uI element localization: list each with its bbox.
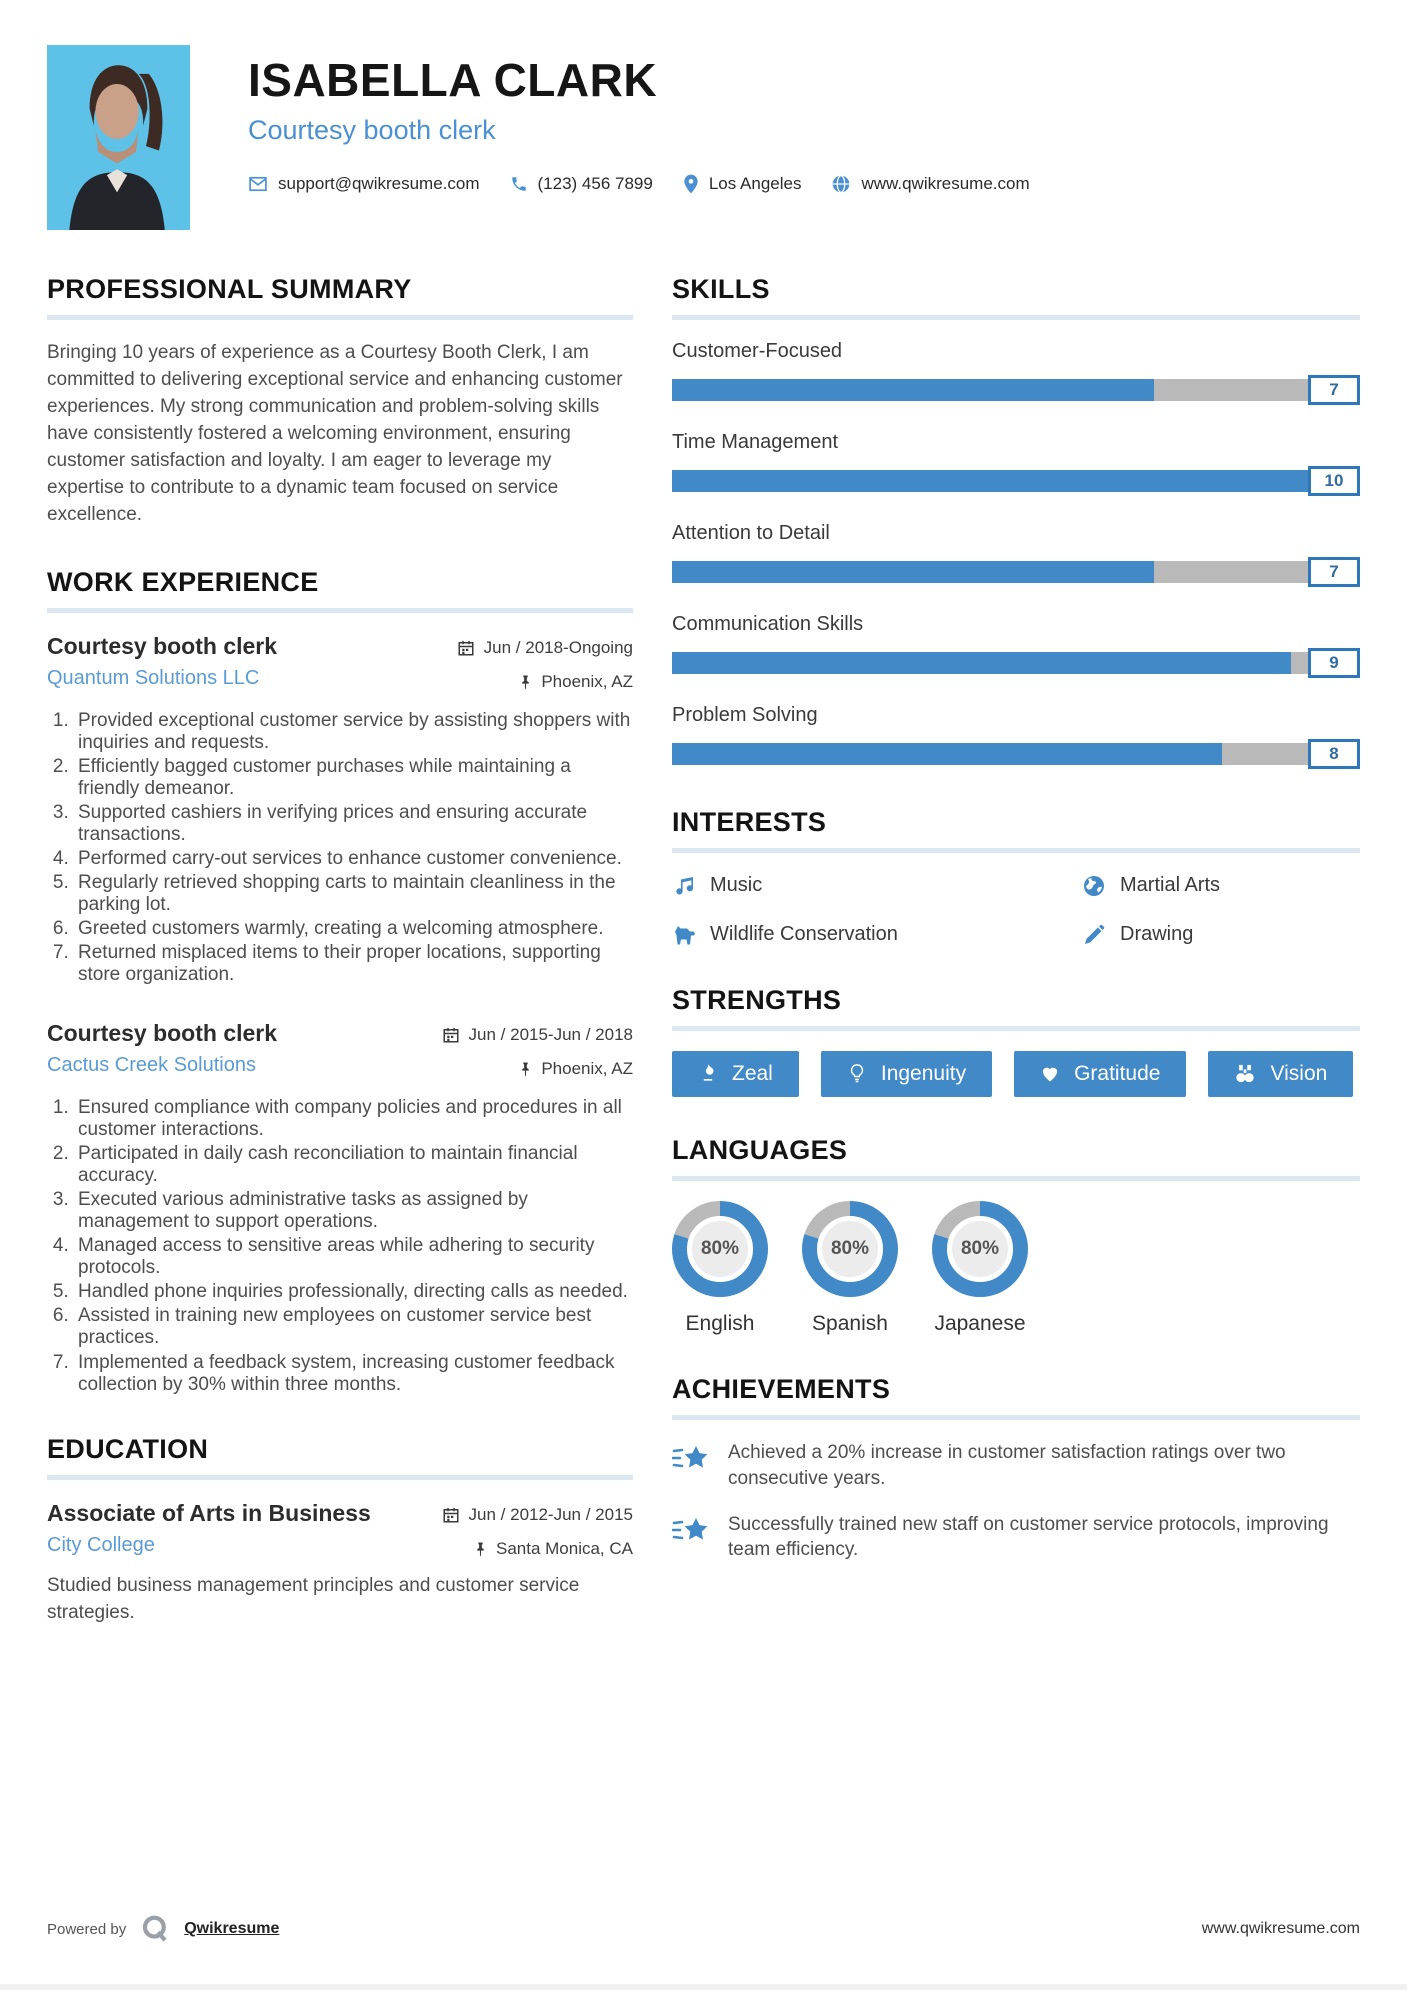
strength-chip	[672, 1051, 799, 1097]
qwikresume-logo-icon	[140, 1914, 170, 1944]
contact-location-text: Los Angeles	[708, 174, 802, 193]
left-column	[47, 274, 633, 1665]
education-section	[47, 1434, 633, 1627]
bullet-item: 2. Participated in daily cash reconciliation to maintain financial accuracy.	[74, 1143, 633, 1187]
shooting-star-icon	[672, 1515, 712, 1547]
lightbulb-icon	[847, 1063, 867, 1085]
skill-score: 9	[1308, 648, 1360, 678]
section-rule	[672, 1176, 1360, 1181]
skill-bar	[672, 648, 1360, 678]
interests-grid	[672, 873, 1360, 947]
bullet-item: 5. Regularly retrieved shopping carts to maintain cleanliness in the parking lot.	[74, 872, 633, 916]
candidate-name: ISABELLA CLARK	[248, 54, 658, 106]
strength-label: Zeal	[732, 1062, 773, 1085]
calendar-icon	[442, 1026, 460, 1044]
animal-icon	[672, 923, 696, 947]
pencil-icon	[1082, 923, 1106, 947]
language-percent: 80%	[817, 1216, 883, 1282]
job-location-text: Phoenix, AZ	[541, 1059, 633, 1079]
candidate-title: Courtesy booth clerk	[248, 115, 496, 145]
job-dates-text: Jun / 2018-Ongoing	[483, 637, 633, 657]
right-column	[672, 274, 1360, 1665]
achievement-item	[672, 1440, 1360, 1492]
education-dates-text: Jun / 2012-Jun / 2015	[468, 1504, 633, 1524]
contact-website-text: www.qwikresume.com	[861, 174, 1030, 193]
section-rule	[47, 315, 633, 320]
skill-score: 7	[1308, 557, 1360, 587]
strength-chip	[821, 1051, 992, 1097]
calendar-icon	[442, 1506, 460, 1524]
skill-item	[672, 522, 1360, 587]
job-dates	[457, 638, 633, 658]
language-label: Japanese	[934, 1312, 1026, 1335]
strength-chip	[1208, 1051, 1353, 1097]
experience-heading: WORK EXPERIENCE	[47, 566, 319, 597]
qwikresume-link[interactable]: Qwikresume	[184, 1920, 280, 1937]
language-label: Spanish	[812, 1312, 888, 1335]
company-link[interactable]: Quantum Solutions LLC	[47, 666, 260, 689]
language-list	[672, 1201, 1360, 1336]
skill-track	[672, 652, 1360, 674]
contact-phone[interactable]	[510, 174, 653, 194]
interest-item	[1082, 873, 1360, 898]
education-heading: EDUCATION	[47, 1433, 209, 1464]
skill-label: Customer-Focused	[672, 340, 843, 362]
music-icon	[672, 874, 696, 898]
pushpin-icon	[474, 1541, 487, 1557]
degree-title: Associate of Arts in Business	[47, 1499, 371, 1526]
footer-website[interactable]: www.qwikresume.com	[1201, 1920, 1360, 1937]
skill-fill	[672, 470, 1360, 492]
skill-track	[672, 561, 1360, 583]
language-item	[932, 1201, 1028, 1336]
envelope-icon	[248, 174, 268, 194]
skill-item	[672, 613, 1360, 678]
calendar-icon	[457, 639, 475, 657]
interest-label: Wildlife Conservation	[710, 923, 898, 945]
header	[47, 45, 1360, 230]
powered-by-text: Powered by	[47, 1920, 127, 1938]
footer-branding	[47, 1914, 279, 1944]
pushpin-icon	[519, 1061, 532, 1077]
skill-fill	[672, 743, 1222, 765]
bullet-item: 6. Assisted in training new employees on customer service best practices.	[74, 1305, 633, 1349]
bottom-strip	[0, 1984, 1407, 1990]
profile-photo	[47, 45, 190, 230]
language-item	[672, 1201, 768, 1336]
job-dates-text: Jun / 2015-Jun / 2018	[468, 1025, 633, 1045]
skill-bar	[672, 739, 1360, 769]
map-pin-icon	[683, 174, 699, 194]
section-rule	[672, 1026, 1360, 1031]
header-text	[248, 45, 1030, 194]
section-rule	[672, 1415, 1360, 1420]
strength-label: Gratitude	[1074, 1062, 1161, 1085]
section-rule	[672, 848, 1360, 853]
skills-heading: SKILLS	[672, 274, 770, 304]
strength-label: Vision	[1270, 1062, 1328, 1085]
section-rule	[672, 315, 1360, 320]
section-rule	[47, 1475, 633, 1480]
languages-section	[672, 1135, 1360, 1336]
education-dates	[442, 1505, 633, 1525]
skill-track	[672, 743, 1360, 765]
languages-heading: LANGUAGES	[672, 1135, 848, 1165]
language-percent: 80%	[687, 1216, 753, 1282]
job-dates	[442, 1025, 633, 1045]
job-entry	[47, 633, 633, 986]
contact-row	[248, 174, 1030, 194]
bullet-item: 4. Performed carry-out services to enhance customer convenience.	[74, 848, 633, 870]
interest-label: Drawing	[1120, 923, 1194, 945]
interests-section	[672, 807, 1360, 947]
skill-bar	[672, 466, 1360, 496]
summary-section	[47, 274, 633, 529]
skill-label: Time Management	[672, 431, 838, 453]
phone-icon	[510, 175, 528, 193]
bullet-item: 1. Provided exceptional customer service by assisting shoppers with inquiries and requests.	[74, 710, 633, 754]
contact-phone-text: (123) 456 7899	[537, 174, 653, 193]
skill-bar	[672, 375, 1360, 405]
contact-location	[683, 174, 802, 194]
content-columns	[47, 274, 1360, 1665]
job-location	[519, 672, 633, 692]
skill-score: 7	[1308, 375, 1360, 405]
contact-email[interactable]	[248, 174, 480, 194]
strength-label: Ingenuity	[880, 1062, 967, 1085]
strength-chips	[672, 1051, 1360, 1097]
skill-label: Problem Solving	[672, 704, 818, 726]
flame-icon	[698, 1063, 718, 1085]
achievements-heading: ACHIEVEMENTS	[672, 1374, 891, 1404]
achievements-section	[672, 1374, 1360, 1563]
strength-chip	[1014, 1051, 1186, 1097]
language-donut	[802, 1201, 898, 1297]
shooting-star-icon	[672, 1443, 712, 1475]
skill-item	[672, 704, 1360, 769]
interest-label: Martial Arts	[1120, 874, 1221, 896]
bullet-item: 7. Returned misplaced items to their proper locations, supporting store organization.	[74, 942, 633, 986]
bullet-item: 1. Ensured compliance with company policies and procedures in all customer interactions.	[74, 1097, 633, 1141]
language-donut	[672, 1201, 768, 1297]
skill-track	[672, 470, 1360, 492]
bullet-item: 5. Handled phone inquiries professionally, directing calls as needed.	[74, 1281, 633, 1303]
section-rule	[47, 608, 633, 613]
bullet-item: 3. Executed various administrative tasks as assigned by management to support operations.	[74, 1189, 633, 1233]
interest-item	[1082, 922, 1360, 947]
language-percent: 80%	[947, 1216, 1013, 1282]
strengths-section	[672, 985, 1360, 1097]
education-description: Studied business management principles and customer service strategies.	[47, 1574, 580, 1623]
job-bullets	[47, 710, 633, 986]
bullet-item: 4. Managed access to sensitive areas while adhering to security protocols.	[74, 1235, 633, 1279]
company-link[interactable]: Cactus Creek Solutions	[47, 1054, 256, 1077]
pushpin-icon	[519, 674, 532, 690]
achievement-item	[672, 1512, 1360, 1564]
binoculars-icon	[1234, 1064, 1256, 1084]
strengths-heading: STRENGTHS	[672, 985, 842, 1015]
bullet-item: 2. Efficiently bagged customer purchases while maintaining a friendly demeanor.	[74, 756, 633, 800]
skill-bar	[672, 557, 1360, 587]
skill-score: 8	[1308, 739, 1360, 769]
person-portrait	[47, 45, 190, 230]
summary-heading: PROFESSIONAL SUMMARY	[47, 274, 412, 304]
achievement-text: Successfully trained new staff on customer service protocols, improving team efficiency.	[728, 1513, 1329, 1561]
bullet-item: 3. Supported cashiers in verifying prices and ensuring accurate transactions.	[74, 802, 633, 846]
skill-fill	[672, 561, 1154, 583]
education-location	[474, 1539, 633, 1559]
job-title: Courtesy booth clerk	[47, 632, 278, 659]
skill-track	[672, 379, 1360, 401]
interest-item	[672, 873, 1082, 898]
skill-fill	[672, 652, 1291, 674]
job-entry	[47, 1020, 633, 1395]
interest-item	[672, 922, 1082, 947]
contact-email-text: support@qwikresume.com	[278, 174, 480, 193]
bullet-item: 6. Greeted customers warmly, creating a welcoming atmosphere.	[74, 918, 633, 940]
school-link[interactable]: City College	[47, 1533, 155, 1556]
language-label: English	[685, 1312, 755, 1335]
language-donut	[932, 1201, 1028, 1297]
bullet-item: 7. Implemented a feedback system, increasing customer feedback collection by 30% within three months.	[74, 1352, 633, 1396]
globe-icon	[1082, 874, 1106, 898]
skill-item	[672, 431, 1360, 496]
globe-icon	[831, 174, 851, 194]
job-location-text: Phoenix, AZ	[541, 671, 633, 691]
language-item	[802, 1201, 898, 1336]
education-location-text: Santa Monica, CA	[495, 1538, 633, 1558]
skills-section	[672, 274, 1360, 769]
summary-text: Bringing 10 years of experience as a Courtesy Booth Clerk, I am committed to delivering exceptional service and enhancing customer experiences. My strong communication and problem-solving skills have consistently fostered a welcoming environment, ensuring customer satisfaction and loyalty. I am eager to leverage my expertise to contribute to a dynamic team focused on service excellence.	[47, 342, 623, 525]
skill-label: Communication Skills	[672, 613, 864, 635]
skill-item	[672, 340, 1360, 405]
job-location	[519, 1059, 633, 1079]
footer	[47, 1884, 1360, 1990]
experience-section	[47, 567, 633, 1396]
skill-label: Attention to Detail	[672, 522, 830, 544]
job-bullets	[47, 1097, 633, 1395]
interest-label: Music	[710, 874, 763, 896]
skill-score: 10	[1308, 466, 1360, 496]
job-title: Courtesy booth clerk	[47, 1020, 278, 1047]
interests-heading: INTERESTS	[672, 807, 827, 837]
heart-icon	[1040, 1064, 1060, 1084]
skill-fill	[672, 379, 1154, 401]
achievement-text: Achieved a 20% increase in customer satisfaction ratings over two consecutive years.	[728, 1442, 1286, 1489]
contact-website[interactable]	[831, 174, 1029, 194]
